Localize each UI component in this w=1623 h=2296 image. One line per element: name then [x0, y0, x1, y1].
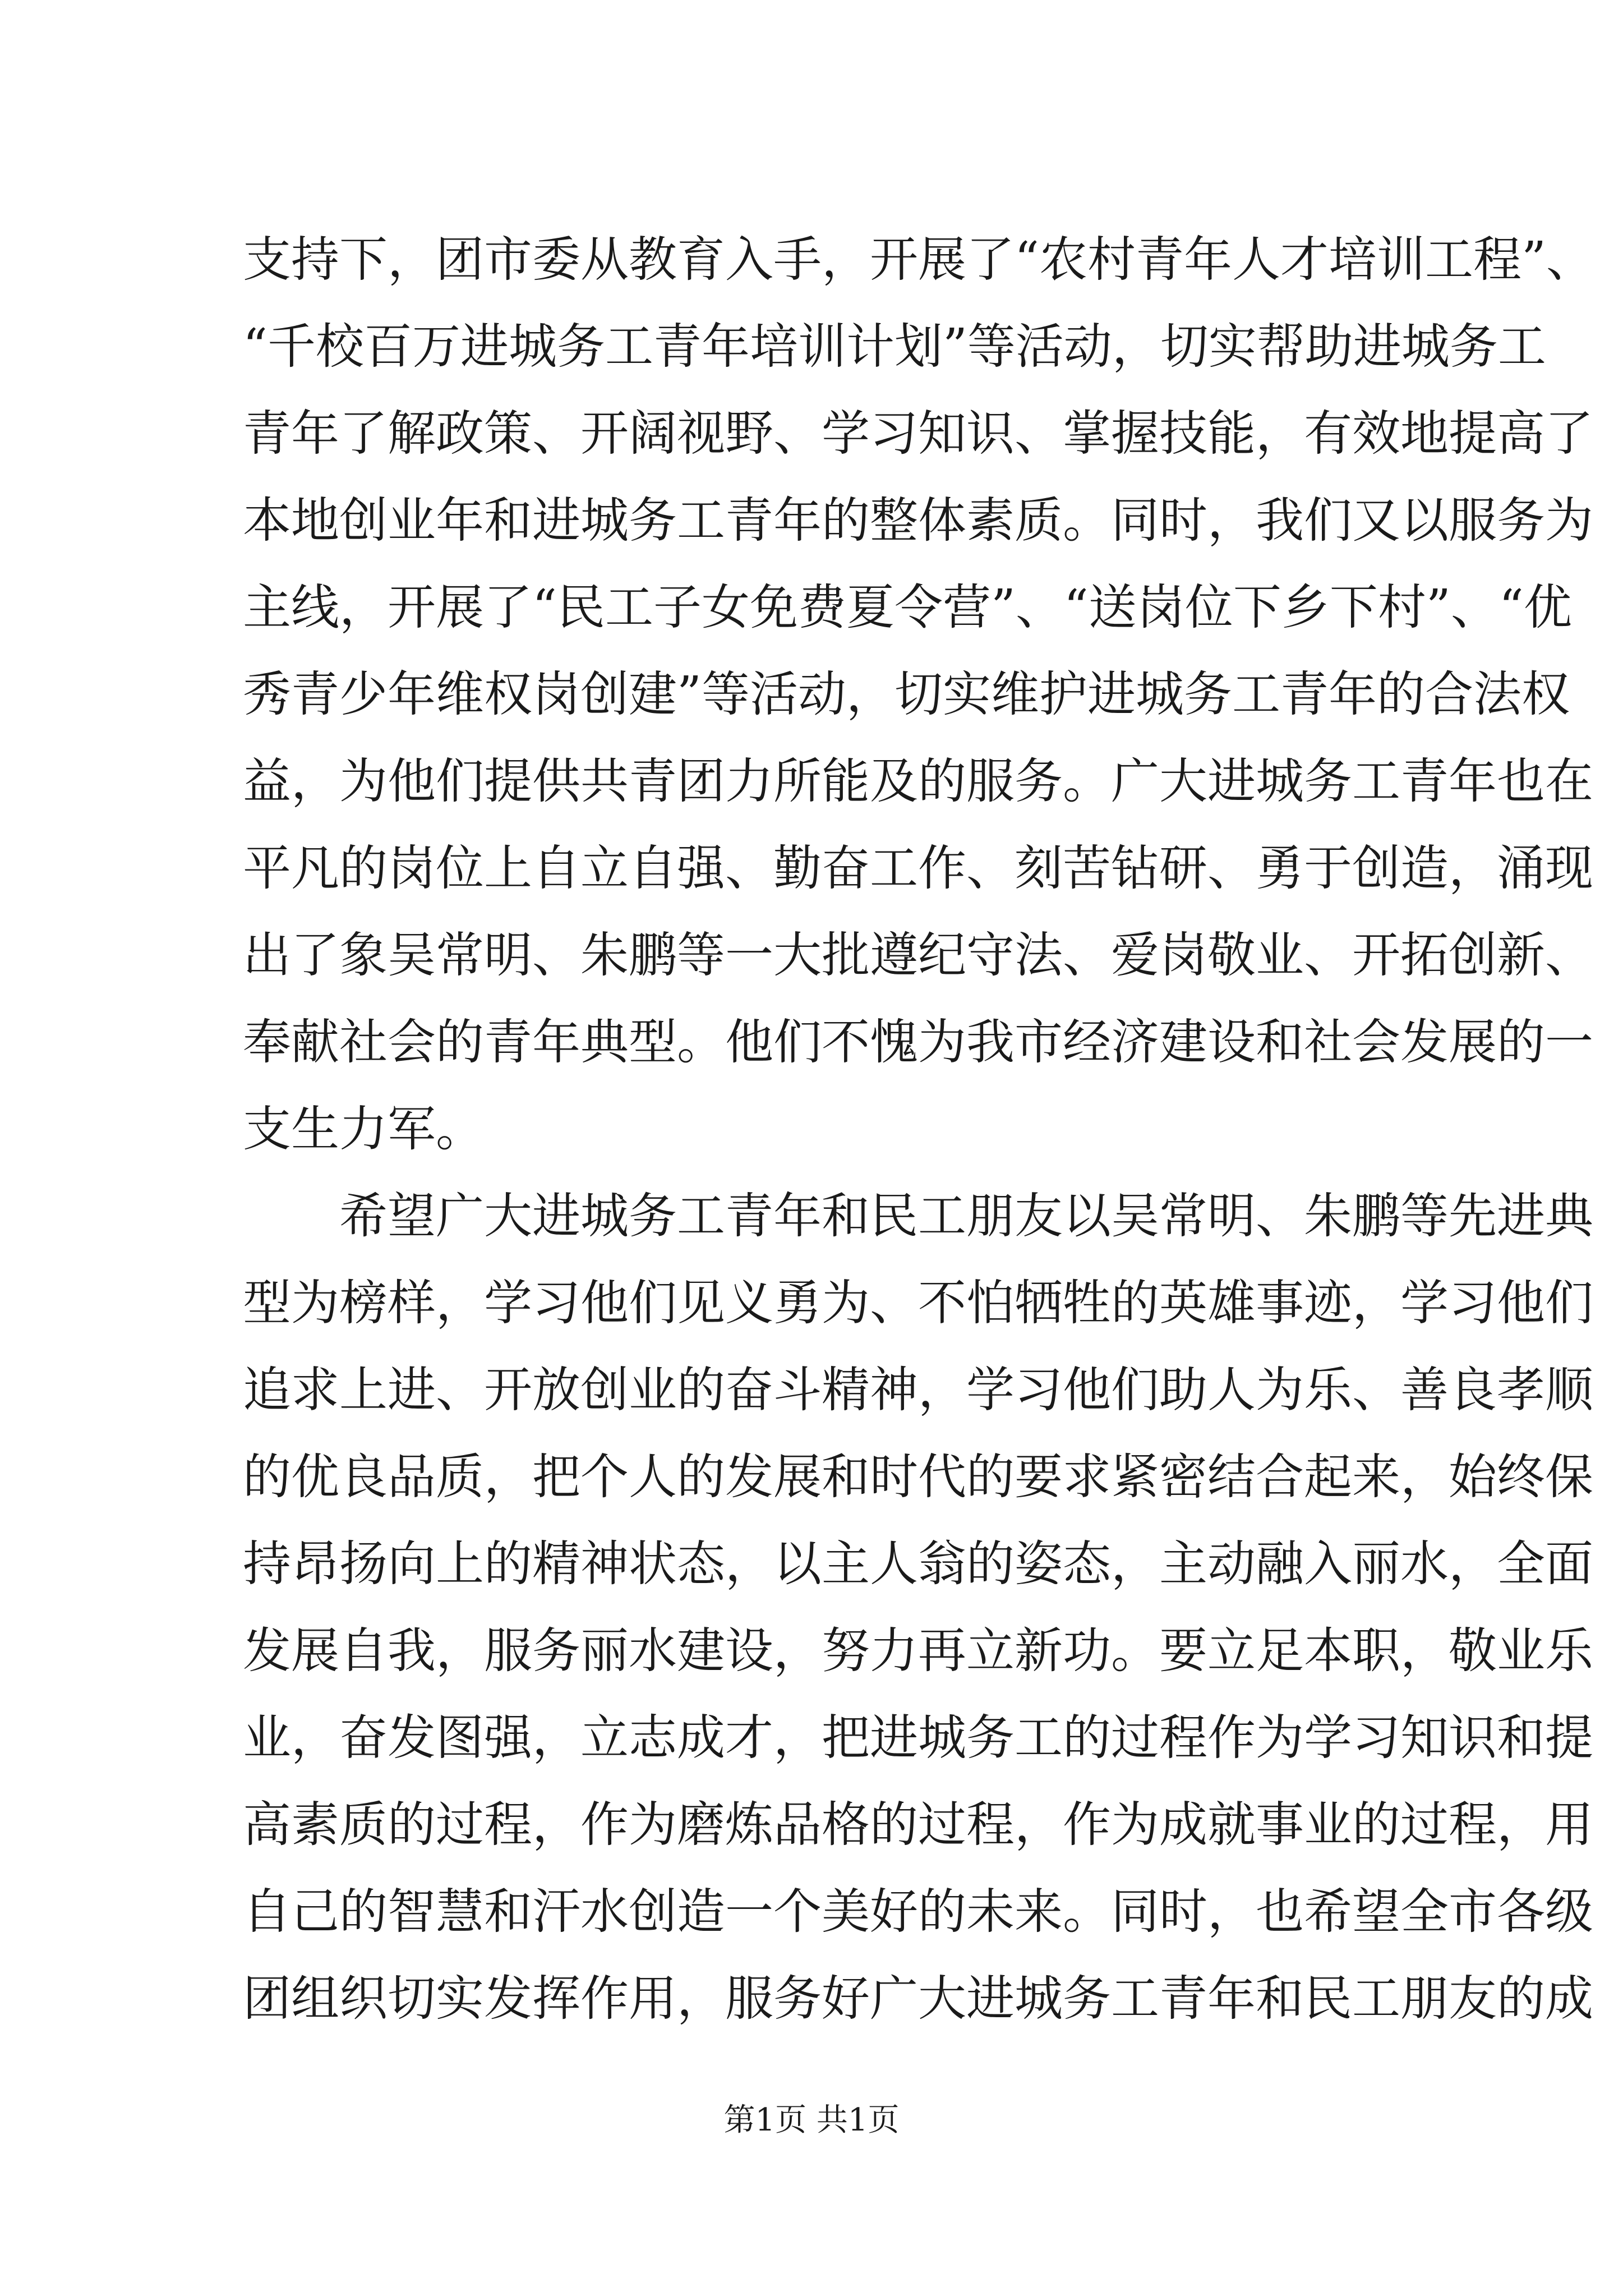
paragraph-2-line-8: 高素质的过程，作为磨炼品格的过程，作为成就事业的过程，用: [243, 1797, 1593, 1853]
paragraph-1-line-9: 出了象吴常明、朱鹏等一大批遵纪守法、爱岗敬业、开拓创新、: [243, 927, 1593, 983]
paragraph-1-line-2: “千校百万进城务工青年培训计划”等活动，切实帮助进城务工: [243, 319, 1546, 375]
paragraph-2-line-5: 持昂扬向上的精神状态，以主人翁的姿态，主动融入丽水，全面: [243, 1536, 1593, 1592]
paragraph-2-line-9: 自己的智慧和汗水创造一个美好的未来。同时，也希望全市各级: [243, 1884, 1593, 1940]
paragraph-2-line-3: 追求上进、开放创业的奋斗精神，学习他们助人为乐、善良孝顺: [243, 1362, 1593, 1418]
paragraph-2-line-2: 型为榜样，学习他们见义勇为、不怕牺牲的英雄事迹，学习他们: [243, 1275, 1593, 1331]
paragraph-1-line-10: 奉献社会的青年典型。他们不愧为我市经济建设和社会发展的一: [243, 1014, 1593, 1070]
paragraph-1-line-6: 秀青少年维权岗创建”等活动，切实维护进城务工青年的合法权: [243, 666, 1570, 723]
paragraph-1-line-5: 主线，开展了“民工子女免费夏令营”、“送岗位下乡下村”、“优: [243, 579, 1572, 636]
paragraph-2-line-4: 的优良品质，把个人的发展和时代的要求紧密结合起来，始终保: [243, 1449, 1593, 1505]
paragraph-1-line-11: 支生力军。: [243, 1101, 484, 1157]
paragraph-1-line-7: 益，为他们提供共青团力所能及的服务。广大进城务工青年也在: [243, 753, 1593, 809]
paragraph-2-line-7: 业，奋发图强，立志成才，把进城务工的过程作为学习知识和提: [243, 1710, 1593, 1766]
paragraph-2-line-10: 团组织切实发挥作用，服务好广大进城务工青年和民工朋友的成: [243, 1971, 1593, 2027]
paragraph-2-line-6: 发展自我，服务丽水建设，努力再立新功。要立足本职，敬业乐: [243, 1623, 1593, 1679]
page-footer: 第1页 共1页: [723, 2102, 900, 2138]
paragraph-1-line-8: 平凡的岗位上自立自强、勤奋工作、刻苦钻研、勇于创造，涌现: [243, 840, 1593, 896]
paragraph-1-line-1: 支持下，团市委从教育入手，开展了“农村青年人才培训工程”、: [243, 232, 1594, 288]
paragraph-2-line-1: 希望广大进城务工青年和民工朋友以吴常明、朱鹏等先进典: [339, 1188, 1593, 1244]
paragraph-1-line-4: 本地创业年和进城务工青年的整体素质。同时，我们又以服务为: [243, 493, 1593, 549]
paragraph-1-line-3: 青年了解政策、开阔视野、学习知识、掌握技能，有效地提高了: [243, 406, 1593, 462]
